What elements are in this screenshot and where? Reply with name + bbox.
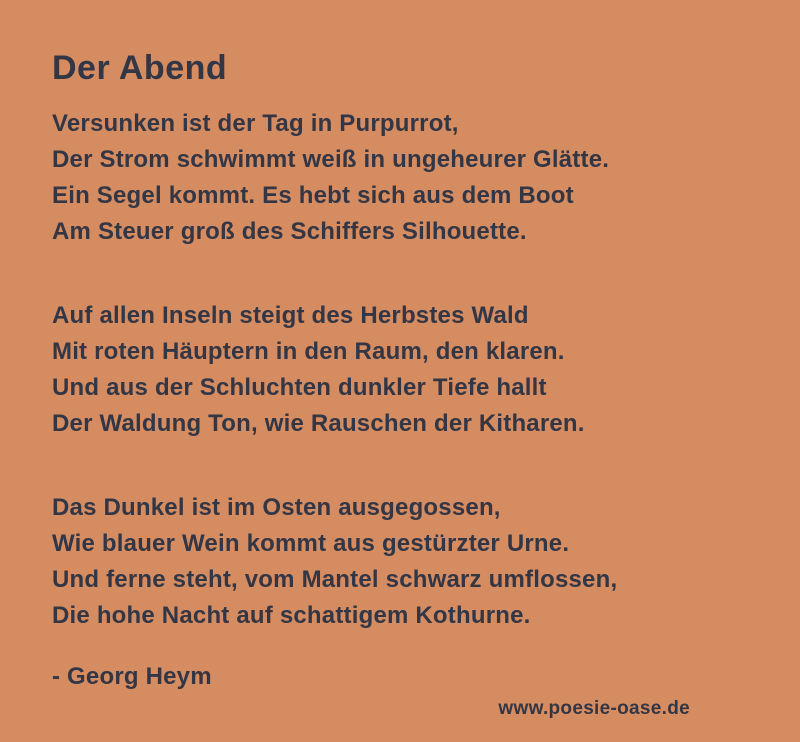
poem-line: Der Strom schwimmt weiß in ungeheurer Glätte. (52, 146, 610, 173)
poem-line: Wie blauer Wein kommt aus gestürzter Urne. (52, 530, 570, 557)
poem-line: Mit roten Häuptern in den Raum, den klaren. (52, 338, 565, 365)
poem-author: - Georg Heym (52, 663, 212, 690)
poem-line: Und ferne steht, vom Mantel schwarz umflossen, (52, 566, 618, 593)
poem-line: Auf allen Inseln steigt des Herbstes Wald (52, 302, 529, 329)
poem-line: Das Dunkel ist im Osten ausgegossen, (52, 494, 501, 521)
poem-line: Der Waldung Ton, wie Rauschen der Kitharen. (52, 410, 585, 437)
poem-line: Ein Segel kommt. Es hebt sich aus dem Boot (52, 182, 574, 209)
stanza-1 (52, 106, 744, 250)
website-credit: www.poesie-oase.de (498, 698, 690, 719)
stanza-2 (52, 298, 744, 442)
poem-title: Der Abend (52, 49, 228, 87)
poem-line: Am Steuer groß des Schiffers Silhouette. (52, 218, 527, 245)
poem-line: Und aus der Schluchten dunkler Tiefe hallt (52, 374, 547, 401)
poem-line: Die hohe Nacht auf schattigem Kothurne. (52, 602, 531, 629)
poem-line: Versunken ist der Tag in Purpurrot, (52, 110, 459, 137)
stanza-3 (52, 490, 744, 634)
